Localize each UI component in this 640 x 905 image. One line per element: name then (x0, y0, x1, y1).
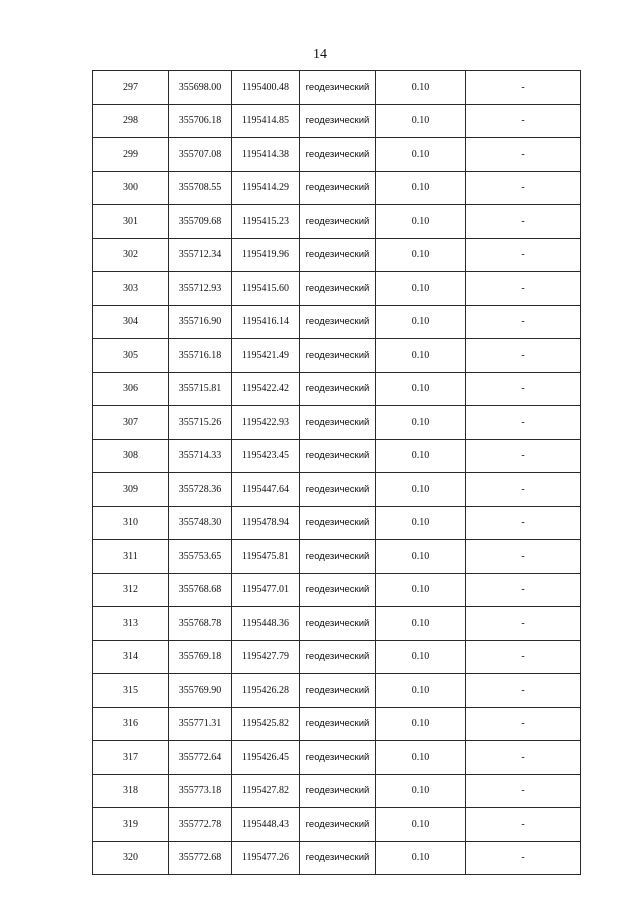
point-number-cell: 309 (93, 473, 169, 507)
x-coordinate-cell: 355716.90 (169, 305, 232, 339)
method-cell: геодезический (300, 104, 376, 138)
table-row (93, 573, 581, 607)
precision-cell: 0.10 (376, 506, 466, 540)
point-number-cell: 315 (93, 674, 169, 708)
point-number-cell: 298 (93, 104, 169, 138)
table-row (93, 808, 581, 842)
x-coordinate-cell: 355715.81 (169, 372, 232, 406)
table-row (93, 774, 581, 808)
x-coordinate-cell: 355716.18 (169, 339, 232, 373)
point-number-cell: 310 (93, 506, 169, 540)
table-row (93, 238, 581, 272)
method-cell: геодезический (300, 171, 376, 205)
x-coordinate-cell: 355709.68 (169, 205, 232, 239)
method-cell: геодезический (300, 272, 376, 306)
table-row (93, 640, 581, 674)
table-row (93, 272, 581, 306)
precision-cell: 0.10 (376, 573, 466, 607)
precision-cell: 0.10 (376, 473, 466, 507)
note-cell: - (466, 808, 581, 842)
method-cell: геодезический (300, 540, 376, 574)
precision-cell: 0.10 (376, 607, 466, 641)
note-cell: - (466, 540, 581, 574)
note-cell: - (466, 506, 581, 540)
method-cell: геодезический (300, 71, 376, 105)
x-coordinate-cell: 355769.18 (169, 640, 232, 674)
table-row (93, 506, 581, 540)
point-number-cell: 312 (93, 573, 169, 607)
point-number-cell: 313 (93, 607, 169, 641)
point-number-cell: 316 (93, 707, 169, 741)
x-coordinate-cell: 355698.00 (169, 71, 232, 105)
note-cell: - (466, 406, 581, 440)
point-number-cell: 317 (93, 741, 169, 775)
precision-cell: 0.10 (376, 238, 466, 272)
precision-cell: 0.10 (376, 205, 466, 239)
note-cell: - (466, 138, 581, 172)
method-cell: геодезический (300, 473, 376, 507)
x-coordinate-cell: 355714.33 (169, 439, 232, 473)
point-number-cell: 314 (93, 640, 169, 674)
precision-cell: 0.10 (376, 138, 466, 172)
page-number: 14 (313, 47, 327, 62)
precision-cell: 0.10 (376, 808, 466, 842)
y-coordinate-cell: 1195422.93 (232, 406, 300, 440)
y-coordinate-cell: 1195421.49 (232, 339, 300, 373)
x-coordinate-cell: 355772.78 (169, 808, 232, 842)
table-row (93, 439, 581, 473)
precision-cell: 0.10 (376, 305, 466, 339)
x-coordinate-cell: 355748.30 (169, 506, 232, 540)
y-coordinate-cell: 1195477.01 (232, 573, 300, 607)
table-row (93, 305, 581, 339)
table-row (93, 540, 581, 574)
table-row (93, 339, 581, 373)
y-coordinate-cell: 1195425.82 (232, 707, 300, 741)
y-coordinate-cell: 1195477.26 (232, 841, 300, 875)
point-number-cell: 320 (93, 841, 169, 875)
x-coordinate-cell: 355772.68 (169, 841, 232, 875)
x-coordinate-cell: 355715.26 (169, 406, 232, 440)
y-coordinate-cell: 1195400.48 (232, 71, 300, 105)
precision-cell: 0.10 (376, 741, 466, 775)
point-number-cell: 311 (93, 540, 169, 574)
point-number-cell: 319 (93, 808, 169, 842)
y-coordinate-cell: 1195415.60 (232, 272, 300, 306)
precision-cell: 0.10 (376, 774, 466, 808)
table-row (93, 607, 581, 641)
table-row (93, 406, 581, 440)
table-row (93, 741, 581, 775)
point-number-cell: 297 (93, 71, 169, 105)
table-row (93, 372, 581, 406)
precision-cell: 0.10 (376, 540, 466, 574)
method-cell: геодезический (300, 138, 376, 172)
method-cell: геодезический (300, 506, 376, 540)
table-row (93, 138, 581, 172)
x-coordinate-cell: 355771.31 (169, 707, 232, 741)
note-cell: - (466, 674, 581, 708)
y-coordinate-cell: 1195426.28 (232, 674, 300, 708)
precision-cell: 0.10 (376, 272, 466, 306)
method-cell: геодезический (300, 238, 376, 272)
x-coordinate-cell: 355753.65 (169, 540, 232, 574)
precision-cell: 0.10 (376, 841, 466, 875)
precision-cell: 0.10 (376, 104, 466, 138)
note-cell: - (466, 305, 581, 339)
note-cell: - (466, 205, 581, 239)
precision-cell: 0.10 (376, 171, 466, 205)
y-coordinate-cell: 1195427.79 (232, 640, 300, 674)
coordinates-table-body (93, 71, 581, 875)
y-coordinate-cell: 1195416.14 (232, 305, 300, 339)
y-coordinate-cell: 1195426.45 (232, 741, 300, 775)
method-cell: геодезический (300, 774, 376, 808)
point-number-cell: 303 (93, 272, 169, 306)
x-coordinate-cell: 355769.90 (169, 674, 232, 708)
point-number-cell: 307 (93, 406, 169, 440)
point-number-cell: 308 (93, 439, 169, 473)
y-coordinate-cell: 1195415.23 (232, 205, 300, 239)
method-cell: геодезический (300, 573, 376, 607)
point-number-cell: 305 (93, 339, 169, 373)
note-cell: - (466, 573, 581, 607)
method-cell: геодезический (300, 707, 376, 741)
precision-cell: 0.10 (376, 71, 466, 105)
y-coordinate-cell: 1195423.45 (232, 439, 300, 473)
note-cell: - (466, 841, 581, 875)
table-row (93, 205, 581, 239)
x-coordinate-cell: 355773.18 (169, 774, 232, 808)
point-number-cell: 301 (93, 205, 169, 239)
x-coordinate-cell: 355728.36 (169, 473, 232, 507)
note-cell: - (466, 71, 581, 105)
method-cell: геодезический (300, 607, 376, 641)
y-coordinate-cell: 1195414.29 (232, 171, 300, 205)
y-coordinate-cell: 1195475.81 (232, 540, 300, 574)
x-coordinate-cell: 355712.93 (169, 272, 232, 306)
table-row (93, 674, 581, 708)
x-coordinate-cell: 355708.55 (169, 171, 232, 205)
x-coordinate-cell: 355768.68 (169, 573, 232, 607)
y-coordinate-cell: 1195419.96 (232, 238, 300, 272)
y-coordinate-cell: 1195427.82 (232, 774, 300, 808)
point-number-cell: 302 (93, 238, 169, 272)
note-cell: - (466, 774, 581, 808)
x-coordinate-cell: 355772.64 (169, 741, 232, 775)
method-cell: геодезический (300, 841, 376, 875)
point-number-cell: 300 (93, 171, 169, 205)
method-cell: геодезический (300, 339, 376, 373)
y-coordinate-cell: 1195478.94 (232, 506, 300, 540)
point-number-cell: 304 (93, 305, 169, 339)
x-coordinate-cell: 355768.78 (169, 607, 232, 641)
table-row (93, 104, 581, 138)
x-coordinate-cell: 355712.34 (169, 238, 232, 272)
precision-cell: 0.10 (376, 439, 466, 473)
note-cell: - (466, 104, 581, 138)
method-cell: геодезический (300, 741, 376, 775)
method-cell: геодезический (300, 439, 376, 473)
coordinates-table (92, 70, 581, 875)
note-cell: - (466, 473, 581, 507)
y-coordinate-cell: 1195414.38 (232, 138, 300, 172)
x-coordinate-cell: 355706.18 (169, 104, 232, 138)
method-cell: геодезический (300, 406, 376, 440)
table-row (93, 71, 581, 105)
precision-cell: 0.10 (376, 640, 466, 674)
table-row (93, 473, 581, 507)
point-number-cell: 318 (93, 774, 169, 808)
x-coordinate-cell: 355707.08 (169, 138, 232, 172)
table-row (93, 171, 581, 205)
y-coordinate-cell: 1195447.64 (232, 473, 300, 507)
precision-cell: 0.10 (376, 372, 466, 406)
note-cell: - (466, 372, 581, 406)
note-cell: - (466, 171, 581, 205)
y-coordinate-cell: 1195448.43 (232, 808, 300, 842)
y-coordinate-cell: 1195422.42 (232, 372, 300, 406)
y-coordinate-cell: 1195414.85 (232, 104, 300, 138)
note-cell: - (466, 640, 581, 674)
y-coordinate-cell: 1195448.36 (232, 607, 300, 641)
precision-cell: 0.10 (376, 674, 466, 708)
table-row (93, 707, 581, 741)
point-number-cell: 299 (93, 138, 169, 172)
note-cell: - (466, 272, 581, 306)
method-cell: геодезический (300, 372, 376, 406)
precision-cell: 0.10 (376, 339, 466, 373)
method-cell: геодезический (300, 205, 376, 239)
table-row (93, 841, 581, 875)
method-cell: геодезический (300, 674, 376, 708)
note-cell: - (466, 741, 581, 775)
note-cell: - (466, 439, 581, 473)
precision-cell: 0.10 (376, 707, 466, 741)
method-cell: геодезический (300, 640, 376, 674)
note-cell: - (466, 339, 581, 373)
point-number-cell: 306 (93, 372, 169, 406)
method-cell: геодезический (300, 305, 376, 339)
precision-cell: 0.10 (376, 406, 466, 440)
note-cell: - (466, 238, 581, 272)
method-cell: геодезический (300, 808, 376, 842)
note-cell: - (466, 707, 581, 741)
note-cell: - (466, 607, 581, 641)
